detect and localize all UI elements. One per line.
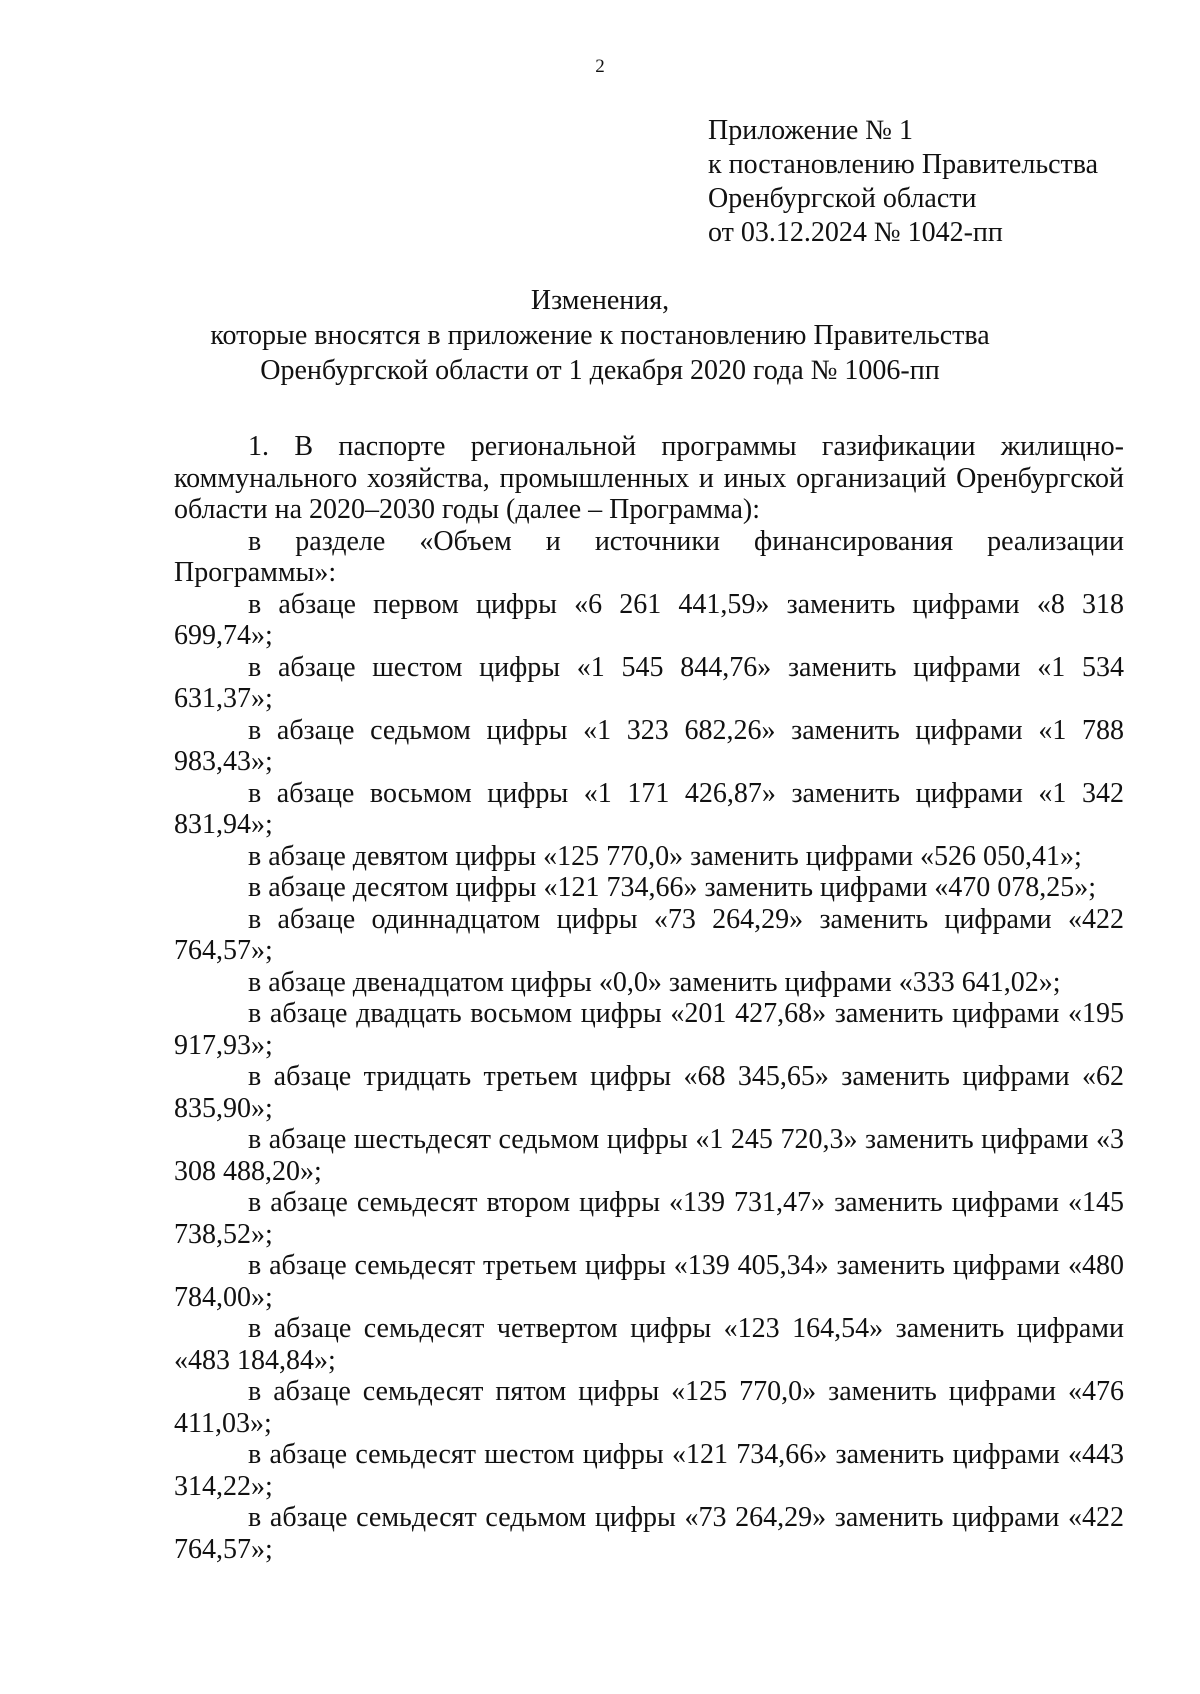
amendment-paragraph: в абзаце шестом цифры «1 545 844,76» заменить цифрами «1 534 631,37»; bbox=[174, 651, 1124, 714]
appendix-line: от 03.12.2024 № 1042-пп bbox=[708, 217, 1003, 248]
appendix-header bbox=[708, 114, 1098, 250]
amendment-paragraph: в абзаце семьдесят третьем цифры «139 405,34» заменить цифрами «480 784,00»; bbox=[174, 1250, 1124, 1313]
title-line: Оренбургской области от 1 декабря 2020 года № 1006-пп bbox=[260, 355, 940, 386]
amendment-paragraph: в абзаце семьдесят шестом цифры «121 734,66» заменить цифрами «443 314,22»; bbox=[174, 1439, 1124, 1502]
document-title bbox=[0, 283, 1200, 388]
amendment-paragraph: в абзаце тридцать третьем цифры «68 345,65» заменить цифрами «62 835,90»; bbox=[174, 1061, 1124, 1124]
paragraph: в разделе «Объем и источники финансирования реализации Программы»: bbox=[174, 525, 1124, 588]
document-body bbox=[174, 431, 1124, 1565]
paragraph: 1. В паспорте региональной программы газификации жилищно-коммунального хозяйства, промышленных и иных организаций Оренбургской области на 2020–2030 годы (далее – Программа): bbox=[174, 431, 1124, 525]
amendment-paragraph: в абзаце девятом цифры «125 770,0» заменить цифрами «526 050,41»; bbox=[248, 840, 1082, 872]
amendment-paragraph: в абзаце седьмом цифры «1 323 682,26» заменить цифрами «1 788 983,43»; bbox=[174, 714, 1124, 777]
amendment-paragraph: в абзаце семьдесят седьмом цифры «73 264,29» заменить цифрами «422 764,57»; bbox=[174, 1502, 1124, 1565]
amendment-paragraph: в абзаце одиннадцатом цифры «73 264,29» заменить цифрами «422 764,57»; bbox=[174, 903, 1124, 966]
appendix-line: Приложение № 1 bbox=[708, 115, 913, 146]
appendix-line: к постановлению Правительства bbox=[708, 149, 1099, 180]
page-number: 2 bbox=[595, 56, 605, 77]
amendment-paragraph: в абзаце двадцать восьмом цифры «201 427,68» заменить цифрами «195 917,93»; bbox=[174, 998, 1124, 1061]
amendment-paragraph: в абзаце двенадцатом цифры «0,0» заменить цифрами «333 641,02»; bbox=[248, 966, 1061, 998]
title-line: Изменения, bbox=[530, 285, 670, 316]
amendment-paragraph: в абзаце семьдесят пятом цифры «125 770,0» заменить цифрами «476 411,03»; bbox=[174, 1376, 1124, 1439]
amendment-paragraph: в абзаце десятом цифры «121 734,66» заменить цифрами «470 078,25»; bbox=[248, 872, 1097, 903]
amendment-paragraph: в абзаце восьмом цифры «1 171 426,87» заменить цифрами «1 342 831,94»; bbox=[174, 777, 1124, 840]
amendment-paragraph: в абзаце семьдесят четвертом цифры «123 164,54» заменить цифрами «483 184,84»; bbox=[174, 1313, 1124, 1376]
appendix-line: Оренбургской области bbox=[708, 183, 977, 214]
title-line: которые вносятся в приложение к постановлению Правительства bbox=[210, 320, 990, 351]
amendment-paragraph: в абзаце шестьдесят седьмом цифры «1 245 720,3» заменить цифрами «3 308 488,20»; bbox=[174, 1124, 1124, 1187]
amendment-paragraph: в абзаце семьдесят втором цифры «139 731,47» заменить цифрами «145 738,52»; bbox=[174, 1187, 1124, 1250]
amendment-paragraph: в абзаце первом цифры «6 261 441,59» заменить цифрами «8 318 699,74»; bbox=[174, 588, 1124, 651]
